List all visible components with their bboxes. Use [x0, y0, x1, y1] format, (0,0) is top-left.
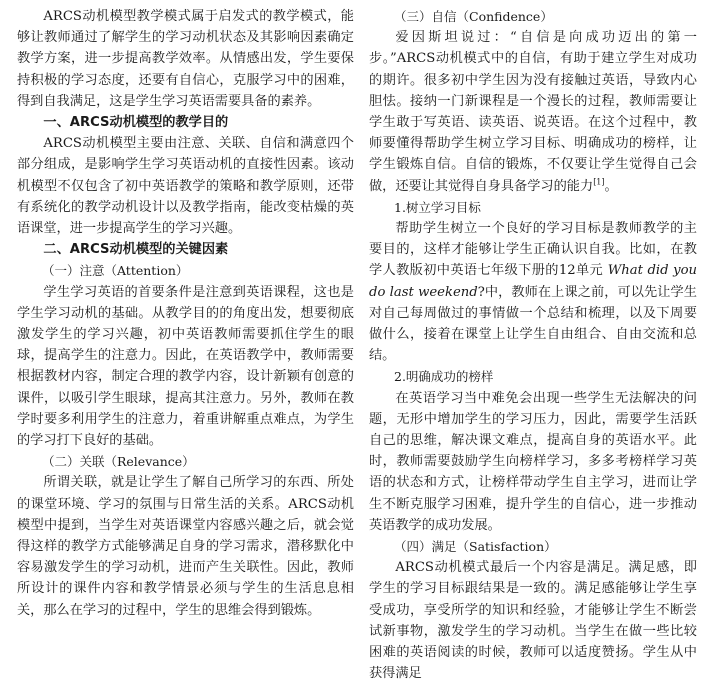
section-heading-2: 二、ARCS动机模型的关键因素 [43, 242, 229, 258]
subheading-satisfaction: （四）满足（Satisfaction） [394, 539, 557, 555]
subheading-relevance: （二）关联（Relevance） [42, 454, 195, 470]
goal-text: 帮助学生树立一个良好的学习目标是教师教学的主要目的，这样才能够让学生正确认识自我。比如，在教学人教版初中英语七年级下册的12单元 [369, 221, 697, 279]
paragraph-model: 在英语学习当中难免会出现一些学生无法解决的问题，无形中增加学生的学习压力，因此，需要学生活跃自己的思维，解决课文难点，提高自身的英语水平。此时，教师需要鼓励学生向榜样学习，多多考榜样学习英语的状态和方式，让榜样带动学生自主学习，进而让学生不断克服学习困难，提升学生的自信心，进一步推动英语教学的成功发展。 [369, 390, 697, 533]
left-column [17, 6, 354, 621]
citation-ref: [1] [593, 177, 605, 187]
subheading-attention: （一）注意（Attention） [42, 263, 189, 279]
goal-text-end: ?中，教师在上课之前，可以先让学生对自己每周做过的事情做一个总结和梳理，以及下周要做什么，接着在课堂上让学生自由组合、自由交流和总结。 [369, 284, 697, 364]
subheading-confidence: （三）自信（Confidence） [394, 9, 553, 24]
numbered-heading-model: 2.明确成功的榜样 [394, 369, 494, 385]
paragraph-relevance: 所谓关联，就是让学生了解自己所学习的东西、所处的课堂环境、学习的氛围与日常生活的关系。ARCS动机模型中提到，当学生对英语课堂内容感兴趣之后，就会觉得这样的教学方式能够满足自身的学习需求，潜移默化中容易激发学生的学习动机，进而产生关联性。因此，教师所设计的课件内容和教学情景必须与学生的生活息息相关，那么在学习的过程中，学生的思维会得到锻炼。 [17, 475, 354, 618]
paragraph-attention: 学生学习英语的首要条件是注意到英语课程，这也是学生学习动机的基础。从教学目的的角度出发，想要彻底激发学生的学习兴趣，初中英语教师需要抓住学生的眼球，提高学生的注意力。因此，在英语教学中，教师需要根据教材内容，制定合理的教学内容，设计新颖有创意的课件，以吸引学生眼球，提高其注意力。另外，教师在教学时要多利用学生的注意力，着重讲解重点难点，为学生的学习打下良好的基础。 [17, 284, 354, 449]
paragraph-satisfaction: ARCS动机模式最后一个内容是满足。满足感，即学生的学习目标跟结果是一致的。满足感能够让学生享受成功，享受所学的知识和经验，才能够让学生不断尝试新事物，激发学生的学习动机。当学生在做一些比较困难的英语阅读的时候，教师可以适度赞扬。学生从中获得满足 [369, 560, 697, 682]
intro-paragraph: ARCS动机模型教学模式属于启发式的教学模式，能够让教师通过了解学生的学习动机状态及其影响因素确定教学方案，进一步提高教学效率。从情感出发，学生要保持积极的学习态度，还要有自信心，克服学习中的困难，得到自我满足，这是学生学习英语需要具备的素养。 [17, 9, 354, 109]
paragraph-purpose: ARCS动机模型主要由注意、关联、自信和满意四个部分组成，是影响学生学习英语动机的直接性因素。该动机模型不仅包含了初中英语教学的策略和教学原则，还带有系统化的教学动机设计以及教学指南，能改变枯燥的英语课堂，进一步提高学生的学习兴趣。 [17, 136, 354, 237]
confidence-text-end: 。 [604, 178, 618, 194]
right-column [369, 6, 697, 685]
confidence-text: 爱因斯坦说过：“自信是向成功迈出的第一步。”ARCS动机模式中的自信，有助于建立学生对成功的期许。很多初中学生因为没有接触过英语，导致内心胆怯。接纳一门新课程是一个漫长的过程，教师需要让学生敢于写英语、读英语、说英语。在这个过程中，教师要懂得帮助学生树立学习目标、明确成功的榜样，让学生锻炼自信。自信的锻炼，不仅要让学生觉得自己会做，还要让其觉得自身具备学习的能力 [369, 30, 697, 194]
paragraph-goal [369, 218, 697, 366]
unit-title: What did you do last weekend [369, 263, 698, 300]
section-heading-1: 一、ARCS动机模型的教学目的 [43, 115, 229, 131]
paragraph-confidence [369, 27, 697, 197]
numbered-heading-goal: 1.树立学习目标 [394, 199, 481, 215]
